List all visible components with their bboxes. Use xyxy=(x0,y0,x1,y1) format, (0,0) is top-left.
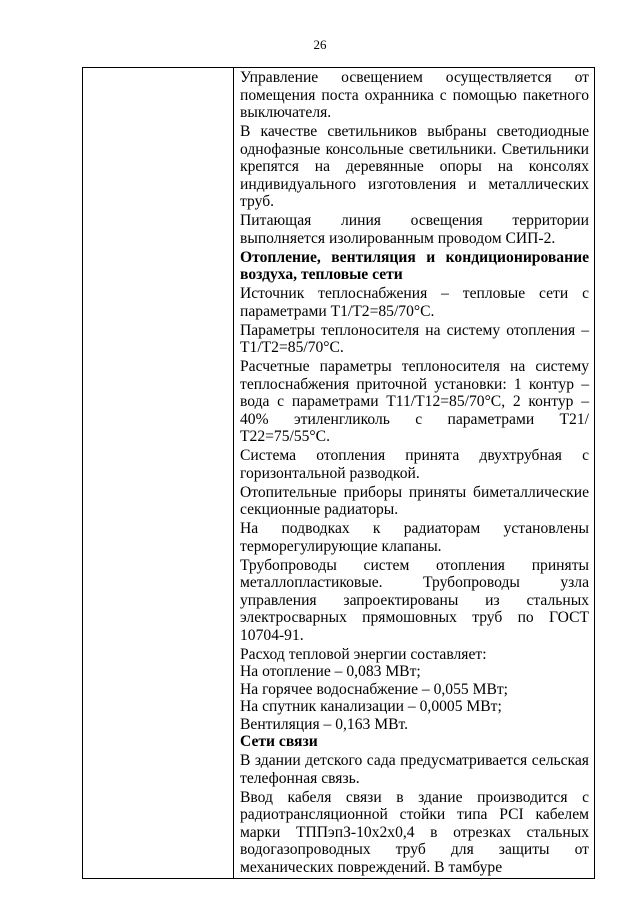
document-table xyxy=(82,67,595,879)
paragraph-lighting-supply: Питающая линия освещения территории выполняется изолированным проводом СИП-2. xyxy=(240,212,589,247)
table-row xyxy=(83,68,595,879)
paragraph-energy-intro: Расход тепловой энергии составляет: xyxy=(240,645,487,663)
section-heading-heating: Отопление, вентиляция и кондиционирование воздуха, тепловые сети xyxy=(240,248,589,283)
paragraph-calc-parameters: Расчетные параметры теплоносителя на систему теплоснабжения приточной установки: 1 контур – вода с параметрами Т11/Т12=85/70°С, 2 контур – 40% этиленгликоль с параметрами Т21/Т22=75/55°С. xyxy=(240,358,589,445)
paragraph-heat-source: Источник теплоснабжения – тепловые сети с параметрами Т1/Т2=85/70°С. xyxy=(240,285,589,320)
content-body xyxy=(234,68,594,876)
energy-item-ventilation: Вентиляция – 0,163 МВт. xyxy=(240,715,409,733)
paragraph-luminaires: В качестве светильников выбраны светодиодные однофазные консольные светильники. Светильники крепятся на деревянные опоры на консолях индивидуального изготовления и металлических труб. xyxy=(240,123,589,210)
energy-item-hot-water: На горячее водоснабжение – 0,055 МВт; xyxy=(240,680,508,698)
right-content-cell xyxy=(234,68,595,879)
paragraph-cable-entry: Ввод кабеля связи в здание производится с радиотрансляционной стойки типа РСI кабелем марки ТППэпЗ-10х2х0,4 в отрезках стальных водогазопроводных труб для защиты от механических повреждений. В тамбуре xyxy=(240,788,589,876)
paragraph-valves: На подводках к радиаторам установлены терморегулирующие клапаны. xyxy=(240,520,589,555)
paragraph-pipelines: Трубопроводы систем отопления приняты металлопластиковые. Трубопроводы узла управления запроектированы из стальных электросварных прямошовных труб по ГОСТ 10704-91. xyxy=(240,556,589,644)
energy-item-sewer: На спутник канализации – 0,0005 МВт; xyxy=(240,698,502,715)
paragraph-heating-parameters: Параметры теплоносителя на систему отопления – Т1/Т2=85/70°С. xyxy=(240,321,589,356)
energy-item-heating: На отопление – 0,083 МВт; xyxy=(240,663,421,680)
paragraph-radiators: Отопительные приборы приняты биметаллические секционные радиаторы. xyxy=(240,483,589,518)
paragraph-lighting-control: Управление освещением осуществляется от помещения поста охранника с помощью пакетного выключателя. xyxy=(240,69,589,121)
paragraph-telephone: В здании детского сада предусматривается сельская телефонная связь. xyxy=(240,752,589,787)
section-heading-communications: Сети связи xyxy=(240,733,318,750)
left-empty-cell xyxy=(83,68,234,879)
page-number: 26 xyxy=(313,37,327,52)
paragraph-heating-system: Система отопления принята двухтрубная с горизонтальной разводкой. xyxy=(240,447,589,482)
